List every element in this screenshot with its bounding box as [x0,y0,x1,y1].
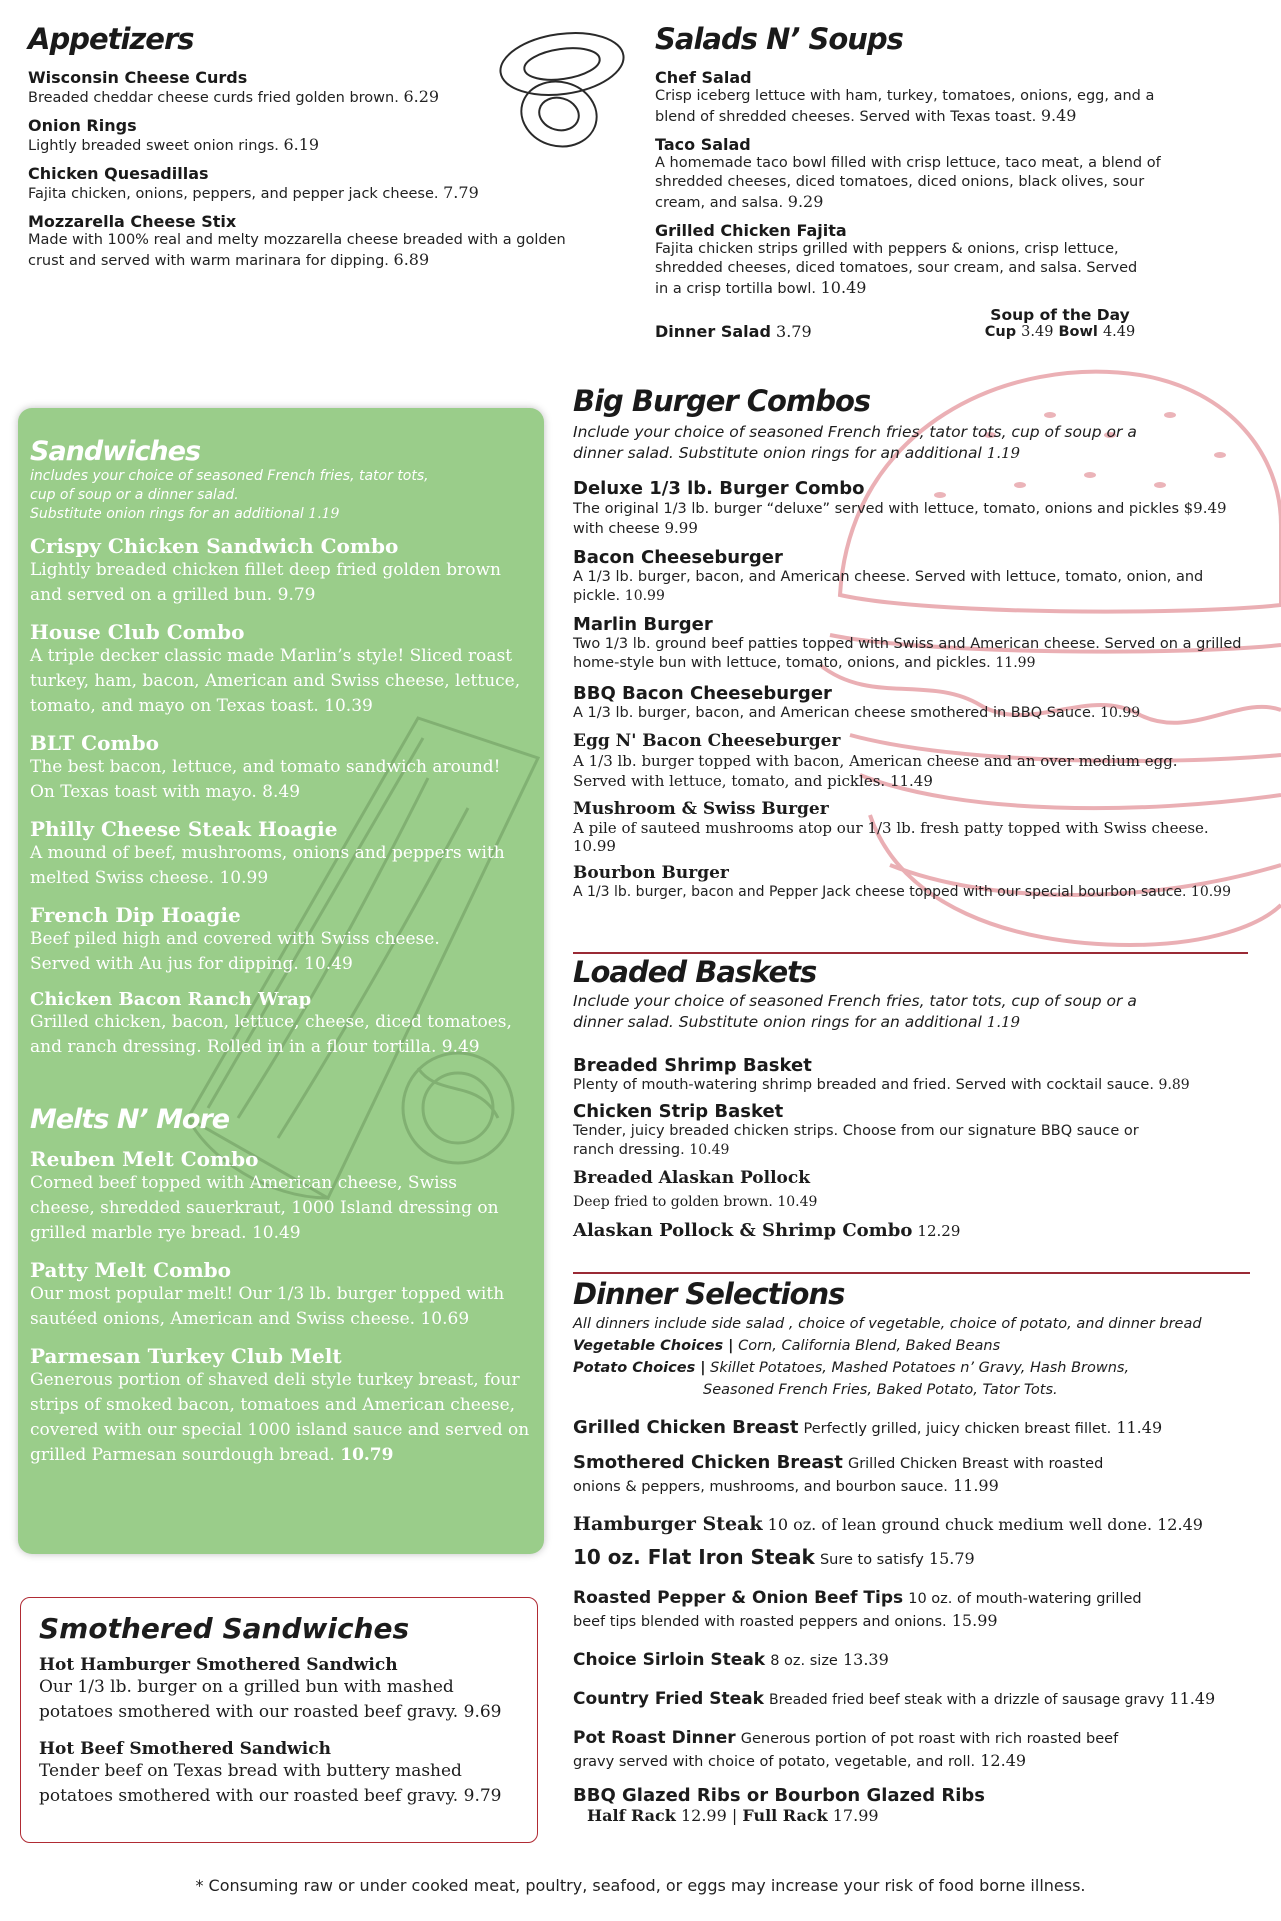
sandwiches-title: Sandwiches [30,436,201,467]
item-name: Marlin Burger [573,614,713,635]
baskets-subtitle-price: 1.19 [986,1013,1021,1031]
cheese-price: 9.99 [664,519,698,537]
item-price: 15.79 [928,1549,975,1568]
item-name: BBQ Bacon Cheeseburger [573,683,832,704]
item-price: 10.49 [820,278,867,297]
item-name: Deluxe 1/3 lb. Burger Combo [573,478,865,499]
menu-item [573,1547,1263,1571]
item-name: Chicken Quesadillas [28,164,209,183]
menu-item [573,1220,1253,1241]
item-name: Chicken Bacon Ranch Wrap [30,989,312,1010]
item-desc: A pile of sauteed mushrooms atop our 1/3 lb. fresh patty topped with Swiss cheese. [573,819,1209,837]
item-price: 10.99 [624,588,665,604]
item-desc: A mound of beef, mushrooms, onions and peppers with melted Swiss cheese. [30,843,505,888]
menu-item [573,1727,1163,1773]
baskets-title: Loaded Baskets [573,955,817,989]
soup-title: Soup of the Day [990,306,1130,324]
rack-separator: | [731,1806,738,1825]
item-name: Crispy Chicken Sandwich Combo [30,534,399,558]
item-name: Smothered Chicken Breast [573,1452,843,1473]
item-desc: Deep fried to golden brown. [573,1194,773,1210]
item-name: Patty Melt Combo [30,1258,231,1282]
item-price: 13.39 [842,1650,889,1669]
item-price: 11.99 [952,1476,999,1495]
item-price: 10.49 [689,1142,730,1158]
onion-rings-icon [484,26,644,156]
item-desc: 8 oz. size [770,1653,838,1669]
menu-item [30,1258,530,1332]
item-desc: 10 oz. of lean ground chuck medium well done. [767,1515,1153,1534]
full-rack-label: Full Rack [742,1806,828,1825]
menu-item [573,863,1253,902]
item-price: 6.29 [403,87,440,106]
menu-item [573,799,1253,855]
item-price: 11.49 [1116,1418,1163,1437]
item-desc: Grilled Chicken Breast with roasted onions & peppers, mushrooms, and bourbon sauce. [573,1456,1104,1495]
menu-item [573,614,1253,673]
item-desc: Generous portion of shaved deli style turkey breast, four strips of smoked bacon, tomatoes and American cheese, covered with our special 1000 island sauce and served on grilled Parmesan sourdough bread. [30,1370,530,1465]
item-desc: Lightly breaded sweet onion rings. [28,138,279,154]
menu-item [573,1785,1263,1825]
menu-item [28,212,588,271]
item-desc: Corned beef topped with American cheese, Swiss cheese, shredded sauerkraut, 1000 Island dressing on grilled marble rye bread. [30,1173,499,1243]
item-price: 12.49 [980,1751,1027,1770]
menu-item [30,817,530,891]
menu-item [30,534,530,608]
item-desc: Sure to satisfy [819,1552,924,1568]
item-name: French Dip Hoagie [30,903,241,927]
menu-item [573,1101,1253,1160]
item-name: House Club Combo [30,620,245,644]
menu-item [655,221,1145,299]
divider [573,952,1248,954]
item-desc: Two 1/3 lb. ground beef patties topped with Swiss and American cheese. Served on a grilled home-style bun with lettuce, tomato, onions, and pickles. [573,636,1242,671]
item-price: 12.49 [1157,1515,1203,1534]
item-desc: The original 1/3 lb. burger “deluxe” served with lettuce, tomato, onions and pickles [573,501,1180,517]
item-desc: Fajita chicken strips grilled with peppers & onions, crisp lettuce, shredded cheeses, diced tomatoes, sour cream, and salsa. Served in a crisp tortilla bowl. [655,241,1138,297]
sandwiches-subtitle-2: cup of soup or a dinner salad. [30,487,239,503]
dinners-section [573,1277,1263,1825]
item-desc: Our 1/3 lb. burger on a grilled bun with mashed potatoes smothered with our roasted beef gravy. [39,1677,459,1722]
half-rack-label: Half Rack [587,1806,676,1825]
bowl-label: Bowl [1058,324,1098,340]
item-name: Country Fried Steak [573,1689,764,1709]
menu-item [39,1739,519,1809]
item-price: 10.49 [777,1194,818,1210]
item-name: Parmesan Turkey Club Melt [30,1344,342,1368]
item-desc: A 1/3 lb. burger topped with bacon, American cheese and an over medium egg. Served with lettuce, tomato, and pickles. [573,752,1178,790]
item-name: Breaded Alaskan Pollock [573,1168,811,1188]
baskets-section [573,955,1253,1241]
menu-item [655,135,1175,213]
item-name: Philly Cheese Steak Hoagie [30,817,338,841]
item-price: 10.79 [340,1445,394,1465]
menu-item [30,731,530,805]
menu-item [573,1587,1173,1633]
burgers-subtitle-price: 1.19 [986,444,1021,462]
full-rack-price: 17.99 [832,1806,879,1825]
menu-item [30,989,530,1060]
item-price: 15.99 [951,1611,998,1630]
dinners-title: Dinner Selections [573,1277,845,1311]
item-name: Onion Rings [28,116,137,135]
item-name: Breaded Shrimp Basket [573,1055,812,1076]
smothered-title: Smothered Sandwiches [39,1612,410,1645]
item-price: 10.99 [1190,884,1232,900]
item-desc: Generous portion of pot roast with rich roasted beef gravy served with choice of potato, vegetable, and roll. [573,1731,1119,1770]
item-name: Taco Salad [655,135,751,154]
item-name: Pot Roast Dinner [573,1728,736,1748]
cup-label: Cup [984,324,1017,340]
dinners-intro: All dinners include side salad , choice of vegetable, choice of potato, and dinner bread [573,1316,1202,1332]
burgers-title: Big Burger Combos [573,384,871,418]
soup-of-the-day [960,306,1160,340]
sandwiches-panel [18,408,544,1554]
item-desc: A 1/3 lb. burger, bacon, and American cheese smothered in BBQ Sauce. [573,705,1096,721]
menu-item [30,1344,530,1468]
menu-item [573,731,1253,791]
item-name: Mushroom & Swiss Burger [573,799,829,819]
item-name: Hamburger Steak [573,1513,763,1535]
item-desc: Tender, juicy breaded chicken strips. Choose from our signature BBQ sauce or ranch dressing. [573,1123,1139,1158]
item-name: Choice Sirloin Steak [573,1650,766,1670]
item-name: Reuben Melt Combo [30,1147,259,1171]
item-desc: Made with 100% real and melty mozzarella cheese breaded with a golden crust and served with warm marinara for dipping. [28,232,566,269]
menu-item [573,1649,1263,1672]
menu-item [573,1514,1263,1535]
menu-item [573,478,1253,539]
potato-list-1: Skillet Potatoes, Mashed Potatoes n’ Gravy, Hash Browns, [710,1360,1130,1376]
menu-item [573,1417,1263,1440]
melts-title: Melts N’ More [30,1104,230,1135]
item-name: Dinner Salad [655,322,771,341]
item-price: 9.49 [1040,106,1077,125]
item-price: 3.79 [776,322,812,341]
item-name: Mozzarella Cheese Stix [28,212,237,231]
menu-item [573,1452,1133,1498]
baskets-subtitle: Include your choice of seasoned French fries, tator tots, cup of soup or a dinner salad. Substitute onion rings for an additional [573,992,1137,1031]
item-price: 9.89 [1158,1077,1190,1093]
item-price: 10.99 [573,837,616,855]
smothered-sandwiches-box [20,1597,538,1843]
item-price: 10.99 [1100,705,1141,721]
item-price: 10.99 [219,868,269,888]
menu-item [573,1168,1253,1210]
item-name: Grilled Chicken Fajita [655,221,847,240]
item-desc: A homemade taco bowl filled with crisp lettuce, taco meat, a blend of shredded cheeses, diced tomatoes, diced onions, black olives, sour cream, and salsa. [655,155,1161,211]
item-price: 8.49 [262,782,301,802]
item-desc: Tender beef on Texas bread with buttery mashed potatoes smothered with our roasted beef gravy. [39,1761,462,1806]
item-desc: Lightly breaded chicken fillet deep fried golden brown and served on a grilled bun. [30,560,502,605]
sandwiches-subtitle-1: includes your choice of seasoned French fries, tator tots, [30,468,429,484]
potato-list-2: Seasoned French Fries, Baked Potato, Tator Tots. [703,1382,1058,1398]
item-price: 12.29 [917,1222,961,1240]
item-price: 9.79 [277,585,316,605]
cheese-label: with cheese [573,521,660,537]
cup-price: 3.49 [1021,324,1054,340]
item-desc: Our most popular melt! Our 1/3 lb. burger topped with sautéed onions, American and Swiss cheese. [30,1284,505,1329]
menu-item [573,547,1253,606]
sandwiches-subtitle-price: 1.19 [308,506,340,522]
item-name: Bourbon Burger [573,863,729,883]
item-name: Chef Salad [655,68,752,87]
menu-item [573,683,1253,723]
item-desc: Plenty of mouth-watering shrimp breaded and fried. Served with cocktail sauce. [573,1077,1154,1093]
item-price: 9.49 [441,1037,480,1057]
item-desc: Perfectly grilled, juicy chicken breast fillet. [803,1421,1112,1437]
menu-item [30,1147,530,1246]
item-name: Chicken Strip Basket [573,1101,784,1122]
item-name: Roasted Pepper & Onion Beef Tips [573,1588,904,1608]
item-price: 7.79 [443,183,479,202]
item-desc: Crisp iceberg lettuce with ham, turkey, tomatoes, onions, egg, and a blend of shredded cheeses. Served with Texas toast. [655,88,1155,125]
sandwiches-subtitle-3: Substitute onion rings for an additional [30,506,304,522]
item-price: 11.99 [995,655,1036,671]
veg-list: Corn, California Blend, Baked Beans [738,1338,1001,1354]
item-price: 9.79 [463,1786,502,1806]
item-price: 10.49 [251,1223,301,1243]
item-price: 9.69 [463,1702,502,1722]
menu-item [39,1655,519,1725]
item-desc: Breaded cheddar cheese curds fried golden brown. [28,90,399,106]
item-name: Wisconsin Cheese Curds [28,68,248,87]
item-name: BBQ Glazed Ribs or Bourbon Glazed Ribs [573,1785,986,1806]
veg-label: Vegetable Choices | [573,1338,734,1354]
item-price: 10.69 [420,1309,470,1329]
item-price: 10.39 [324,696,373,716]
item-name: Hot Hamburger Smothered Sandwich [39,1655,398,1675]
item-name: Alaskan Pollock & Shrimp Combo [573,1220,913,1241]
item-price: 11.49 [1169,1689,1216,1708]
half-rack-price: 12.99 [680,1806,727,1825]
item-name: BLT Combo [30,731,159,755]
item-price: 6.89 [393,250,430,269]
item-desc: A triple decker classic made Marlin’s style! Sliced roast turkey, ham, bacon, American and Swiss cheese, lettuce, tomato, and mayo on Texas toast. [30,646,521,716]
salads-title: Salads N’ Soups [655,22,903,56]
item-price: 9.29 [787,192,824,211]
item-desc: A 1/3 lb. burger, bacon and Pepper Jack cheese topped with our special bourbon sauce. [573,884,1187,900]
salads-section [655,22,1175,307]
divider [573,1272,1250,1274]
item-price: $9.49 [1183,499,1227,517]
item-price: 6.19 [283,135,320,154]
footer-disclaimer: * Consuming raw or under cooked meat, poultry, seafood, or eggs may increase your risk of food borne illness. [195,1876,1086,1895]
burgers-section [573,384,1253,902]
menu-item [30,903,530,977]
item-price: 11.49 [889,772,933,790]
menu-item [573,1055,1253,1095]
item-desc: Grilled chicken, bacon, lettuce, cheese, diced tomatoes, and ranch dressing. Rolled in in a flour tortilla. [30,1012,512,1057]
burgers-subtitle: Include your choice of seasoned French fries, tator tots, cup of soup or a dinner salad. Substitute onion rings for an additional [573,423,1137,462]
item-desc: Fajita chicken, onions, peppers, and pepper jack cheese. [28,186,439,202]
item-desc: A 1/3 lb. burger, bacon, and American cheese. Served with lettuce, tomato, onion, and pickle. [573,569,1204,604]
item-desc: 10 oz. of mouth-watering grilled beef tips blended with roasted peppers and onions. [573,1591,1142,1630]
dinner-salad [655,322,812,341]
item-name: Grilled Chicken Breast [573,1417,799,1438]
appetizers-title: Appetizers [28,22,194,56]
potato-label: Potato Choices | [573,1360,706,1376]
item-desc: Beef piled high and covered with Swiss cheese. Served with Au jus for dipping. [30,929,440,974]
menu-item [573,1688,1263,1711]
menu-item [30,620,530,719]
bowl-price: 4.49 [1102,324,1136,340]
item-desc: Breaded fried beef steak with a drizzle of sausage gravy [769,1692,1165,1708]
item-name: Hot Beef Smothered Sandwich [39,1739,331,1759]
item-price: 10.49 [304,954,353,974]
item-name: Bacon Cheeseburger [573,547,783,568]
menu-item [28,164,588,204]
item-name: 10 oz. Flat Iron Steak [573,1545,815,1569]
item-desc: The best bacon, lettuce, and tomato sandwich around! On Texas toast with mayo. [30,757,501,802]
item-name: Egg N' Bacon Cheeseburger [573,731,841,751]
menu-item [655,68,1175,127]
